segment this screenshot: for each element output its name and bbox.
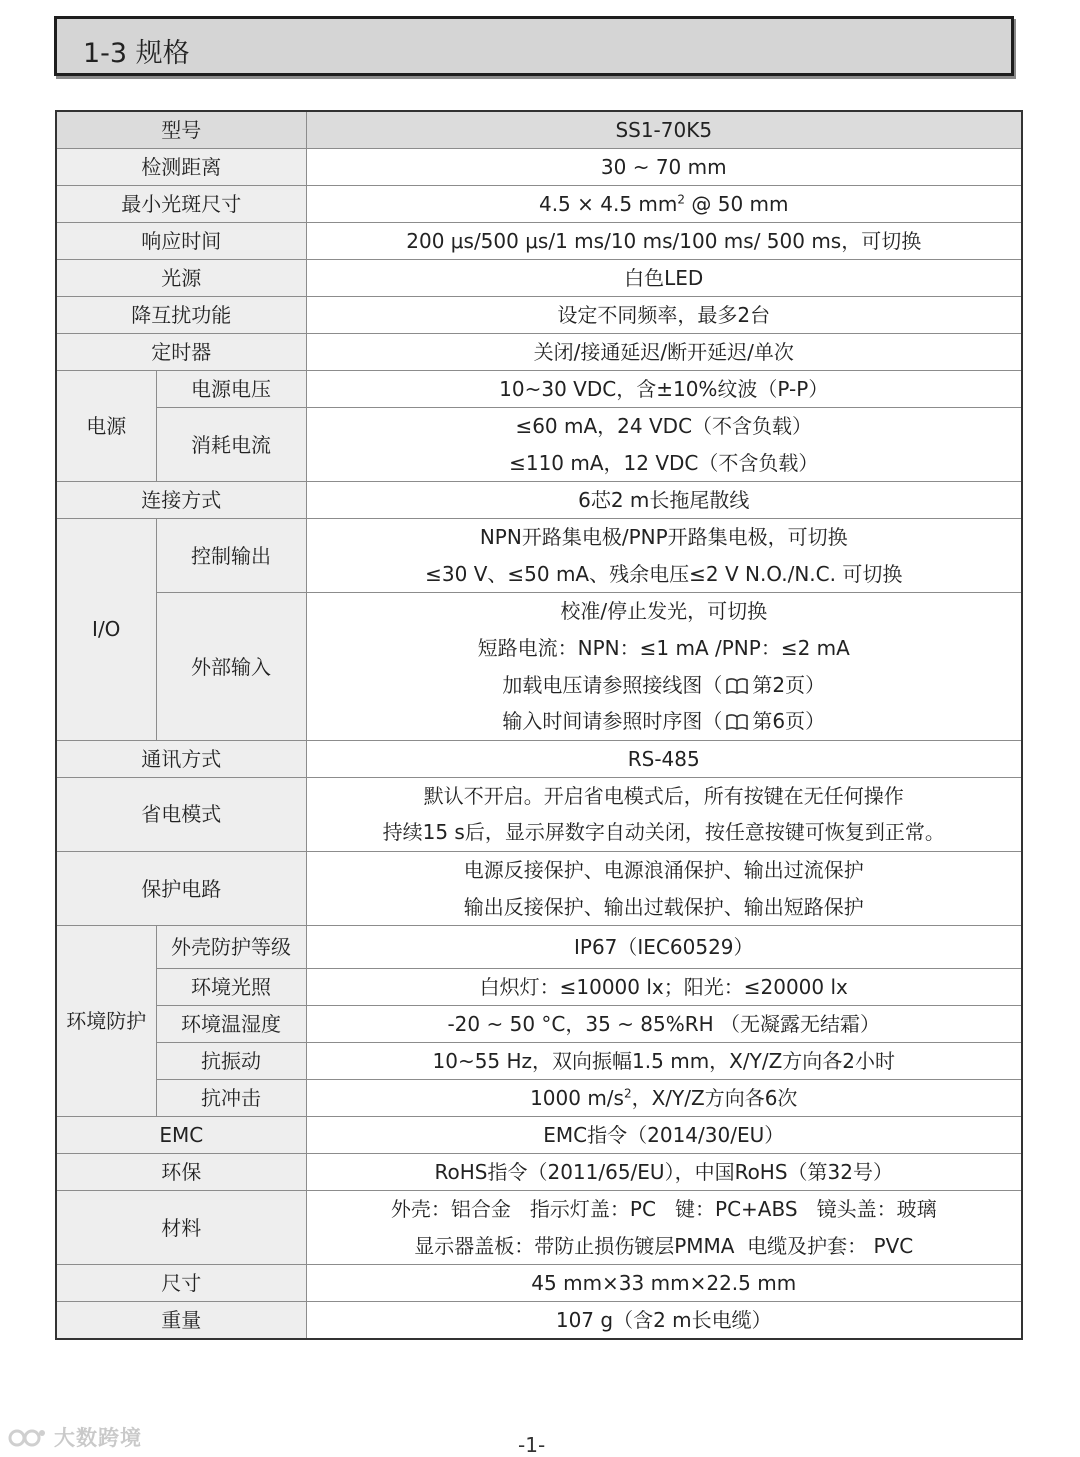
current-line: ≤110 mA，12 VDC（不含负载） bbox=[509, 450, 819, 475]
spec-table bbox=[55, 110, 1023, 1340]
row-value-current bbox=[306, 408, 1022, 482]
row-label-environmental: 环保 bbox=[56, 1154, 306, 1191]
open-book-icon bbox=[726, 714, 748, 730]
shock-value-main: 1000 m/s bbox=[530, 1086, 624, 1111]
row-label-model: 型号 bbox=[56, 111, 306, 149]
row-label-shock: 抗冲击 bbox=[156, 1080, 306, 1117]
row-label-emc: EMC bbox=[56, 1117, 306, 1154]
row-value-emc: EMC指令（2014/30/EU） bbox=[306, 1117, 1022, 1154]
row-label-vibration: 抗振动 bbox=[156, 1043, 306, 1080]
row-label-voltage: 电源电压 bbox=[156, 371, 306, 408]
row-value-model: SS1-70K5 bbox=[306, 111, 1022, 149]
wiring-ref-page: 第2页） bbox=[752, 672, 826, 697]
spot-value-post: @ 50 mm bbox=[685, 192, 789, 216]
row-label-eco: 省电模式 bbox=[56, 777, 306, 851]
row-label-protection: 保护电路 bbox=[56, 851, 306, 925]
group-label-env: 环境防护 bbox=[56, 926, 156, 1117]
table-row bbox=[56, 1154, 1022, 1191]
row-value-protection bbox=[306, 851, 1022, 925]
row-label-material: 材料 bbox=[56, 1191, 306, 1265]
row-value-enclosure: IP67（IEC60529） bbox=[306, 926, 1022, 969]
table-row bbox=[56, 371, 1022, 408]
row-value-light: 白色LED bbox=[306, 260, 1022, 297]
external-line bbox=[307, 703, 1022, 740]
table-row bbox=[56, 1006, 1022, 1043]
spot-value-main: 4.5 × 4.5 mm bbox=[538, 192, 678, 216]
eco-line: 持续15 s后，显示屏数字自动关闭，按任意按键可恢复到正常。 bbox=[382, 820, 945, 845]
row-label-timer: 定时器 bbox=[56, 334, 306, 371]
row-value-temp: -20 ~ 50 °C，35 ~ 85%RH （无凝露无结霜） bbox=[306, 1006, 1022, 1043]
table-row bbox=[56, 1191, 1022, 1265]
row-value-distance: 30 ~ 70 mm bbox=[306, 149, 1022, 186]
row-label-light: 光源 bbox=[56, 260, 306, 297]
row-label-size: 尺寸 bbox=[56, 1265, 306, 1302]
external-line: 短路电流：NPN：≤1 mA /PNP：≤2 mA bbox=[477, 635, 850, 660]
spot-value-sup: 2 bbox=[677, 192, 686, 207]
row-value-ambient-light: 白炽灯：≤10000 lx；阳光：≤20000 lx bbox=[306, 969, 1022, 1006]
table-row bbox=[56, 482, 1022, 519]
row-value-shock bbox=[306, 1080, 1022, 1117]
row-label-temp: 环境温湿度 bbox=[156, 1006, 306, 1043]
row-value-external-input bbox=[306, 593, 1022, 740]
table-row bbox=[56, 186, 1022, 223]
group-label-power: 电源 bbox=[56, 371, 156, 482]
table-row bbox=[56, 593, 1022, 740]
table-row bbox=[56, 1043, 1022, 1080]
table-row bbox=[56, 1080, 1022, 1117]
table-row bbox=[56, 969, 1022, 1006]
row-value-spot bbox=[306, 186, 1022, 223]
table-row bbox=[56, 1302, 1022, 1340]
row-value-size: 45 mm×33 mm×22.5 mm bbox=[306, 1265, 1022, 1302]
control-line: NPN开路集电极/PNP开路集电极，可切换 bbox=[479, 525, 848, 550]
row-label-weight: 重量 bbox=[56, 1302, 306, 1340]
row-value-environmental: RoHS指令（2011/65/EU），中国RoHS（第32号） bbox=[306, 1154, 1022, 1191]
group-label-io: I/O bbox=[56, 519, 156, 741]
current-line: ≤60 mA，24 VDC（不含负载） bbox=[515, 414, 813, 438]
row-label-ambient-light: 环境光照 bbox=[156, 969, 306, 1006]
watermark bbox=[8, 1422, 142, 1452]
page-number: -1- bbox=[518, 1433, 546, 1457]
row-value-response: 200 μs/500 μs/1 ms/10 ms/100 ms/ 500 ms，可切换 bbox=[306, 223, 1022, 260]
row-label-current: 消耗电流 bbox=[156, 408, 306, 482]
table-row bbox=[56, 334, 1022, 371]
brand-logo-icon bbox=[8, 1425, 48, 1451]
row-value-material bbox=[306, 1191, 1022, 1265]
shock-value-post: ，X/Y/Z方向各6次 bbox=[631, 1086, 798, 1111]
row-label-enclosure: 外壳防护等级 bbox=[156, 926, 306, 969]
eco-line: 默认不开启。开启省电模式后，所有按键在无任何操作 bbox=[423, 783, 904, 808]
table-row bbox=[56, 519, 1022, 593]
table-row bbox=[56, 297, 1022, 334]
row-value-comm: RS-485 bbox=[306, 740, 1022, 777]
material-line: 显示器盖板：带防止损伤镀层PMMA 电缆及护套： PVC bbox=[414, 1233, 914, 1258]
table-row bbox=[56, 149, 1022, 186]
row-label-comm: 通讯方式 bbox=[56, 740, 306, 777]
open-book-icon bbox=[726, 678, 748, 694]
protection-line: 输出反接保护、输出过载保护、输出短路保护 bbox=[463, 894, 864, 919]
wiring-ref-text: 加载电压请参照接线图（ bbox=[502, 672, 723, 697]
section-header bbox=[54, 16, 1014, 76]
row-value-weight: 107 g（含2 m长电缆） bbox=[306, 1302, 1022, 1340]
row-value-eco bbox=[306, 777, 1022, 851]
external-line bbox=[307, 667, 1022, 704]
table-row bbox=[56, 851, 1022, 925]
timing-ref-page: 第6页） bbox=[752, 709, 826, 734]
row-label-distance: 检测距离 bbox=[56, 149, 306, 186]
row-label-interference: 降互扰功能 bbox=[56, 297, 306, 334]
row-value-control-output bbox=[306, 519, 1022, 593]
external-line: 校准/停止发光，可切换 bbox=[560, 599, 768, 624]
table-row bbox=[56, 260, 1022, 297]
row-value-voltage: 10~30 VDC，含±10%纹波（P-P） bbox=[306, 371, 1022, 408]
row-label-response: 响应时间 bbox=[56, 223, 306, 260]
table-row bbox=[56, 223, 1022, 260]
section-title: 1-3 规格 bbox=[83, 38, 190, 69]
table-row bbox=[56, 740, 1022, 777]
row-value-connection: 6芯2 m长拖尾散线 bbox=[306, 482, 1022, 519]
row-label-external-input: 外部输入 bbox=[156, 593, 306, 740]
row-value-vibration: 10~55 Hz，双向振幅1.5 mm，X/Y/Z方向各2小时 bbox=[306, 1043, 1022, 1080]
protection-line: 电源反接保护、电源浪涌保护、输出过流保护 bbox=[463, 857, 864, 882]
table-row bbox=[56, 926, 1022, 969]
table-row bbox=[56, 408, 1022, 482]
table-row bbox=[56, 1117, 1022, 1154]
material-line: 外壳：铝合金 指示灯盖：PC 键：PC+ABS 镜头盖：玻璃 bbox=[390, 1197, 937, 1222]
timing-ref-text: 输入时间请参照时序图（ bbox=[502, 709, 723, 734]
table-row bbox=[56, 1265, 1022, 1302]
control-line: ≤30 V、≤50 mA、残余电压≤2 V N.O./N.C. 可切换 bbox=[425, 561, 903, 586]
watermark-text: 大数跨境 bbox=[54, 1426, 142, 1450]
row-label-control-output: 控制输出 bbox=[156, 519, 306, 593]
row-value-timer: 关闭/接通延迟/断开延迟/单次 bbox=[306, 334, 1022, 371]
row-label-connection: 连接方式 bbox=[56, 482, 306, 519]
row-value-interference: 设定不同频率，最多2台 bbox=[306, 297, 1022, 334]
table-row bbox=[56, 111, 1022, 149]
shock-value-sup: 2 bbox=[623, 1086, 632, 1101]
row-label-spot: 最小光斑尺寸 bbox=[56, 186, 306, 223]
table-row bbox=[56, 777, 1022, 851]
